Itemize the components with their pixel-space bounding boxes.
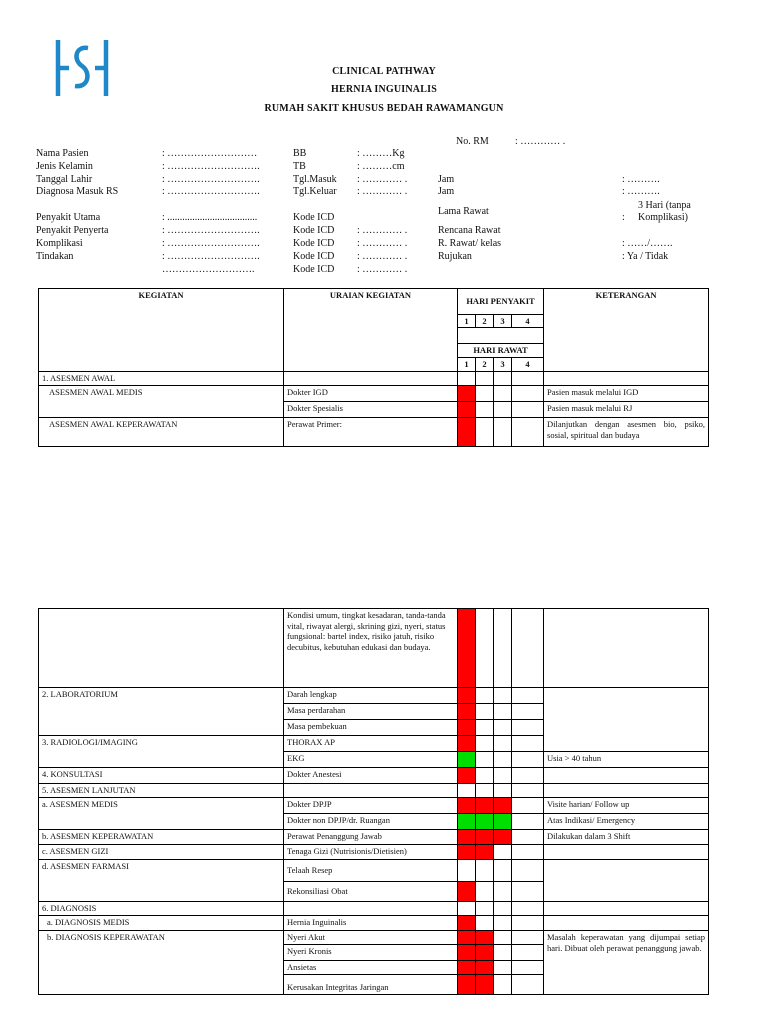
cell-red — [458, 402, 476, 418]
dokter-anestesi: Dokter Anestesi — [284, 768, 458, 784]
lama-rawat-value: 3 Hari (tanpa — [638, 200, 691, 211]
lama-rawat-value-2: Komplikasi) — [638, 212, 688, 223]
cell-red — [476, 798, 494, 814]
day-2: 2 — [476, 315, 494, 328]
patient-l2-3: Tgl.Keluar — [293, 186, 337, 197]
patient-l3-3: Jam — [438, 186, 455, 197]
title-hospital: RUMAH SAKIT KHUSUS BEDAH RAWAMANGUN — [264, 103, 504, 114]
patient-v2-6: : ………… . — [357, 238, 408, 249]
patient-label-4: Penyakit Utama — [36, 212, 101, 223]
cell-red — [458, 798, 476, 814]
patient-v3-7: : Ya / Tidak — [622, 251, 669, 262]
patient-l3-4: Lama Rawat — [438, 206, 489, 217]
cell-red — [458, 830, 476, 845]
asesmen-awal-medis: ASESMEN AWAL MEDIS — [39, 386, 284, 418]
patient-value-7: : ………………………. — [162, 251, 260, 262]
spacer — [458, 328, 544, 344]
patient-l2-8: Kode ICD — [293, 264, 335, 275]
patient-l2-6: Kode ICD — [293, 238, 335, 249]
kondisi-umum: Kondisi umum, tingkat kesadaran, tanda-tanda vital, riwayat alergi, skrining gizi, nyeri, status fungsional: bartel index, risiko jatuh, risiko decubitus, kebutuhan edukasi dan budaya. — [284, 609, 458, 688]
day-1: 1 — [458, 315, 476, 328]
dokter-dpjp: Dokter DPJP — [284, 798, 458, 814]
rawat-day-4: 4 — [512, 358, 544, 372]
patient-label-7: Tindakan — [36, 251, 74, 262]
masa-perdarahan: Masa perdarahan — [284, 704, 458, 720]
header-hari-rawat: HARI RAWAT — [458, 344, 544, 358]
tenaga-gizi: Tenaga Gizi (Nutrisionis/Dietisien) — [284, 845, 458, 860]
ket-igd: Pasien masuk melalui IGD — [544, 386, 709, 402]
patient-l2-7: Kode ICD — [293, 251, 335, 262]
patient-label-6: Komplikasi — [36, 238, 83, 249]
header-keterangan: KETERANGAN — [544, 289, 709, 372]
header-uraian-kegiatan: URAIAN KEGIATAN — [284, 289, 458, 372]
patient-v2-3: : ………… . — [357, 186, 408, 197]
patient-l3-5: Rencana Rawat — [438, 225, 501, 236]
cell-green — [458, 814, 476, 830]
section-radiologi: 3. RADIOLOGI/IMAGING — [39, 736, 284, 768]
kerusakan-integritas-jaringan: Kerusakan Integritas Jaringan — [284, 975, 458, 995]
telaah-resep: Telaah Resep — [284, 860, 458, 882]
patient-v3-6: : ……/……. — [622, 238, 673, 249]
patient-value-2: : ………………………. — [162, 174, 260, 185]
ket-asesmen-lanjut: Dilanjutkan dengan asesmen bio, psiko, sosial, spiritual dan budaya — [544, 418, 709, 447]
cell-red — [458, 975, 476, 995]
patient-l2-4: Kode ICD — [293, 212, 335, 223]
no-rm-value: : ………… . — [515, 136, 566, 147]
cell-red — [458, 768, 476, 784]
section-laboratorium: 2. LABORATORIUM — [39, 688, 284, 736]
patient-l3-2: Jam — [438, 174, 455, 185]
patient-v2-0: : ………Kg — [357, 148, 405, 159]
cell-red — [476, 830, 494, 845]
asesmen-medis: a. ASESMEN MEDIS — [39, 798, 284, 830]
cell-red — [476, 845, 494, 860]
rekonsiliasi-obat: Rekonsiliasi Obat — [284, 882, 458, 902]
asesmen-gizi: c. ASESMEN GIZI — [39, 845, 284, 860]
patient-label-3: Diagnosa Masuk RS — [36, 186, 119, 197]
patient-value-4: : .................................... — [162, 212, 258, 223]
cell-red — [458, 931, 476, 945]
header-kegiatan: KEGIATAN — [39, 289, 284, 372]
cell-red — [458, 609, 476, 688]
cell-red — [458, 945, 476, 961]
patient-v2-2: : ………… . — [357, 174, 408, 185]
patient-label-2: Tanggal Lahir — [36, 174, 93, 185]
ket-atas-indikasi: Atas Indikasi/ Emergency — [544, 814, 709, 830]
patient-value-5: : ………………………. — [162, 225, 260, 236]
patient-label-5: Penyakit Penyerta — [36, 225, 109, 236]
ket-visite: Visite harian/ Follow up — [544, 798, 709, 814]
asesmen-farmasi: d. ASESMEN FARMASI — [39, 860, 284, 902]
hernia-inguinalis: Hernia Inguinalis — [284, 916, 458, 931]
asesmen-keperawatan: b. ASESMEN KEPERAWATAN — [39, 830, 284, 845]
ansietas: Ansietas — [284, 961, 458, 975]
cell-red — [458, 736, 476, 752]
day-3: 3 — [494, 315, 512, 328]
cell-red — [458, 704, 476, 720]
patient-value-6: : ………………………. — [162, 238, 260, 249]
rawat-day-1: 1 — [458, 358, 476, 372]
perawat-penanggung-jawab: Perawat Penanggung Jawab — [284, 830, 458, 845]
patient-v2-7: : ………… . — [357, 251, 408, 262]
patient-l2-2: Tgl.Masuk — [293, 174, 337, 185]
clinical-pathway-table-2 — [38, 608, 709, 995]
patient-v3-2: : ………. — [622, 174, 660, 185]
perawat-primer: Perawat Primer: — [284, 418, 458, 447]
section-asesmen-awal: 1. ASESMEN AWAL — [39, 372, 284, 386]
ket-ekg: Usia > 40 tahun — [544, 752, 709, 768]
ket-masalah-keperawatan: Masalah keperawatan yang dijumpai setiap hari. Dibuat oleh perawat penanggung jawab. — [544, 931, 709, 995]
dokter-non-dpjp: Dokter non DPJP/dr. Ruangan — [284, 814, 458, 830]
rawat-day-2: 2 — [476, 358, 494, 372]
patient-l3-7: Rujukan — [438, 251, 472, 262]
patient-value-0: : ……………………… — [162, 148, 258, 159]
cell-red — [458, 386, 476, 402]
cell-red — [458, 845, 476, 860]
cell-red — [458, 720, 476, 736]
patient-label-1: Jenis Kelamin — [36, 161, 93, 172]
patient-value-3: : ………………………. — [162, 186, 260, 197]
cell-green — [494, 814, 512, 830]
cell-red — [494, 830, 512, 845]
dokter-spesialis: Dokter Spesialis — [284, 402, 458, 418]
patient-l2-0: BB — [293, 148, 307, 159]
cell-red — [476, 975, 494, 995]
section-asesmen-lanjutan: 5. ASESMEN LANJUTAN — [39, 784, 284, 798]
patient-v2-8: : ………… . — [357, 264, 408, 275]
dokter-igd: Dokter IGD — [284, 386, 458, 402]
cell-red — [458, 961, 476, 975]
cell-red — [476, 945, 494, 961]
patient-value-1: : ………………………. — [162, 161, 260, 172]
section-konsultasi: 4. KONSULTASI — [39, 768, 284, 784]
diagnosis-keperawatan: b. DIAGNOSIS KEPERAWATAN — [39, 931, 284, 995]
nyeri-kronis: Nyeri Kronis — [284, 945, 458, 961]
cell-red — [458, 418, 476, 447]
cell-red — [494, 798, 512, 814]
header-hari-penyakit: HARI PENYAKIT — [458, 289, 544, 315]
patient-v2-1: : ………cm — [357, 161, 405, 172]
cell-green — [458, 752, 476, 768]
patient-l2-1: TB — [293, 161, 306, 172]
section-diagnosis: 6. DIAGNOSIS — [39, 902, 284, 916]
darah-lengkap: Darah lengkap — [284, 688, 458, 704]
title-clinical-pathway: CLINICAL PATHWAY — [332, 66, 436, 77]
patient-v3-3: : ………. — [622, 186, 660, 197]
rawat-day-3: 3 — [494, 358, 512, 372]
patient-label-0: Nama Pasien — [36, 148, 89, 159]
patient-l3-6: R. Rawat/ kelas — [438, 238, 502, 249]
patient-v3-4: : — [622, 212, 625, 223]
patient-l2-5: Kode ICD — [293, 225, 335, 236]
cell-red — [458, 688, 476, 704]
ket-rj: Pasien masuk melalui RJ — [544, 402, 709, 418]
asesmen-awal-keperawatan: ASESMEN AWAL KEPERAWATAN — [39, 418, 284, 447]
cell-red — [458, 882, 476, 902]
thorax-ap: THORAX AP — [284, 736, 458, 752]
nyeri-akut: Nyeri Akut — [284, 931, 458, 945]
clinical-pathway-table-1 — [38, 288, 709, 447]
day-4: 4 — [512, 315, 544, 328]
diagnosis-medis: a. DIAGNOSIS MEDIS — [39, 916, 284, 931]
cell-red — [476, 961, 494, 975]
ekg: EKG — [284, 752, 458, 768]
patient-value-8: ………………………. — [162, 264, 255, 275]
ket-shift: Dilakukan dalam 3 Shift — [544, 830, 709, 845]
no-rm-label: No. RM — [456, 136, 489, 147]
cell-green — [476, 814, 494, 830]
masa-pembekuan: Masa pembekuan — [284, 720, 458, 736]
patient-v2-5: : ………… . — [357, 225, 408, 236]
cell-red — [458, 916, 476, 931]
title-disease: HERNIA INGUINALIS — [331, 84, 437, 95]
cell-red — [476, 931, 494, 945]
